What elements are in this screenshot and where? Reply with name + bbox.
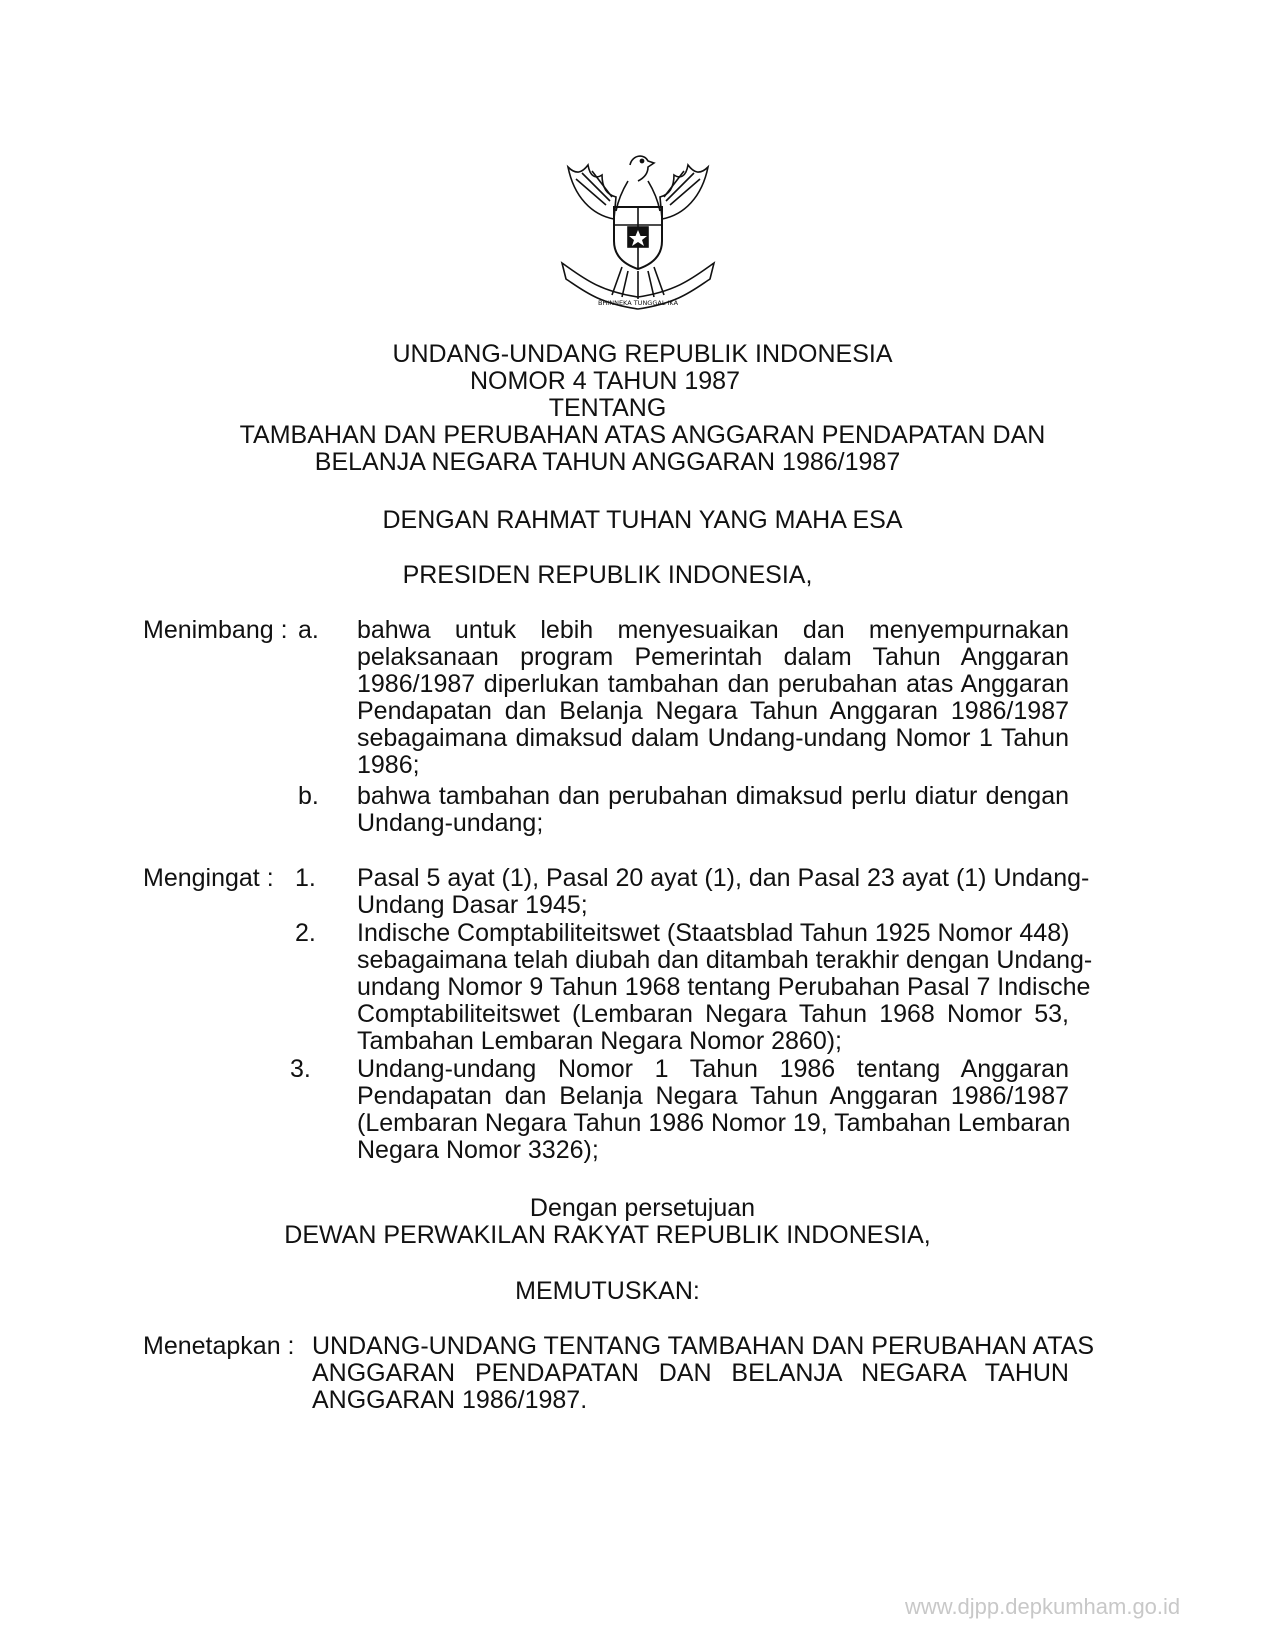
menetapkan-line-1: UNDANG-UNDANG TENTANG TAMBAHAN DAN PERUBAHAN ATAS (312, 1332, 1095, 1360)
menetapkan-label: Menetapkan : (143, 1332, 295, 1360)
mengingat-label: Mengingat : (143, 864, 274, 892)
mengingat-marker-3: 3. (290, 1055, 311, 1083)
mengingat-1-line-1: Pasal 5 ayat (1), Pasal 20 ayat (1), dan Pasal 23 ayat (1) Undang- (357, 864, 1090, 892)
mengingat-2-line-2: sebagaimana telah diubah dan ditambah terakhir dengan Undang- (357, 946, 1093, 974)
mengingat-2-line-4: Comptabiliteitswet (Lembaran Negara Tahun 1968 Nomor 53, (357, 1000, 1069, 1028)
menimbang-label: Menimbang : (143, 616, 288, 644)
menimbang-a-line-3: 1986/1987 diperlukan tambahan dan perubahan atas Anggaran (357, 670, 1069, 698)
decision-title: MEMUTUSKAN: (515, 1277, 700, 1305)
mengingat-1-line-2: Undang Dasar 1945; (357, 891, 588, 919)
mengingat-3-line-1: Undang-undang Nomor 1 Tahun 1986 tentang Anggaran (357, 1055, 1069, 1083)
menimbang-marker-a: a. (298, 616, 319, 644)
document-title: UNDANG-UNDANG REPUBLIK INDONESIA (392, 340, 893, 368)
document-subject-line-2: BELANJA NEGARA TAHUN ANGGARAN 1986/1987 (314, 448, 901, 476)
approval-line-2: DEWAN PERWAKILAN RAKYAT REPUBLIK INDONESIA, (284, 1221, 931, 1249)
menimbang-a-line-1: bahwa untuk lebih menyesuaikan dan menyempurnakan (357, 616, 1069, 644)
menimbang-b-line-2: Undang-undang; (357, 809, 544, 837)
mengingat-2-line-3: undang Nomor 9 Tahun 1968 tentang Perubahan Pasal 7 Indische (357, 973, 1091, 1001)
watermark-url: www.djpp.depkumham.go.id (905, 1594, 1181, 1619)
document-number: NOMOR 4 TAHUN 1987 (470, 367, 740, 395)
menetapkan-line-2: ANGGARAN PENDAPATAN DAN BELANJA NEGARA TAHUN (312, 1359, 1069, 1387)
president-heading: PRESIDEN REPUBLIK INDONESIA, (402, 561, 813, 589)
mengingat-marker-2: 2. (295, 919, 316, 947)
mengingat-2-line-1: Indische Comptabiliteitswet (Staatsblad Tahun 1925 Nomor 448) (357, 919, 1070, 947)
mengingat-3-line-4: Negara Nomor 3326); (357, 1136, 599, 1164)
menimbang-marker-b: b. (298, 782, 319, 810)
mengingat-3-line-2: Pendapatan dan Belanja Negara Tahun Anggaran 1986/1987 (357, 1082, 1069, 1110)
mengingat-3-line-3: (Lembaran Negara Tahun 1986 Nomor 19, Tambahan Lembaran (357, 1109, 1071, 1137)
menimbang-a-line-5: sebagaimana dimaksud dalam Undang-undang Nomor 1 Tahun (357, 724, 1069, 752)
menetapkan-line-3: ANGGARAN 1986/1987. (312, 1386, 588, 1414)
document-subject-line-1: TAMBAHAN DAN PERUBAHAN ATAS ANGGARAN PENDAPATAN DAN (239, 421, 1046, 449)
mengingat-marker-1: 1. (295, 864, 316, 892)
mengingat-2-line-5: Tambahan Lembaran Negara Nomor 2860); (357, 1027, 842, 1055)
motto-text: BHINNEKA TUNGGAL IKA (597, 299, 679, 307)
menimbang-b-line-1: bahwa tambahan dan perubahan dimaksud perlu diatur dengan (357, 782, 1069, 810)
approval-line-1: Dengan persetujuan (529, 1194, 756, 1222)
document-about: TENTANG (548, 394, 667, 422)
menimbang-a-line-2: pelaksanaan program Pemerintah dalam Tahun Anggaran (357, 643, 1069, 671)
garuda-pancasila-emblem (552, 145, 724, 317)
menimbang-a-line-6: 1986; (357, 751, 420, 779)
invocation: DENGAN RAHMAT TUHAN YANG MAHA ESA (382, 506, 903, 534)
menimbang-a-line-4: Pendapatan dan Belanja Negara Tahun Anggaran 1986/1987 (357, 697, 1069, 725)
